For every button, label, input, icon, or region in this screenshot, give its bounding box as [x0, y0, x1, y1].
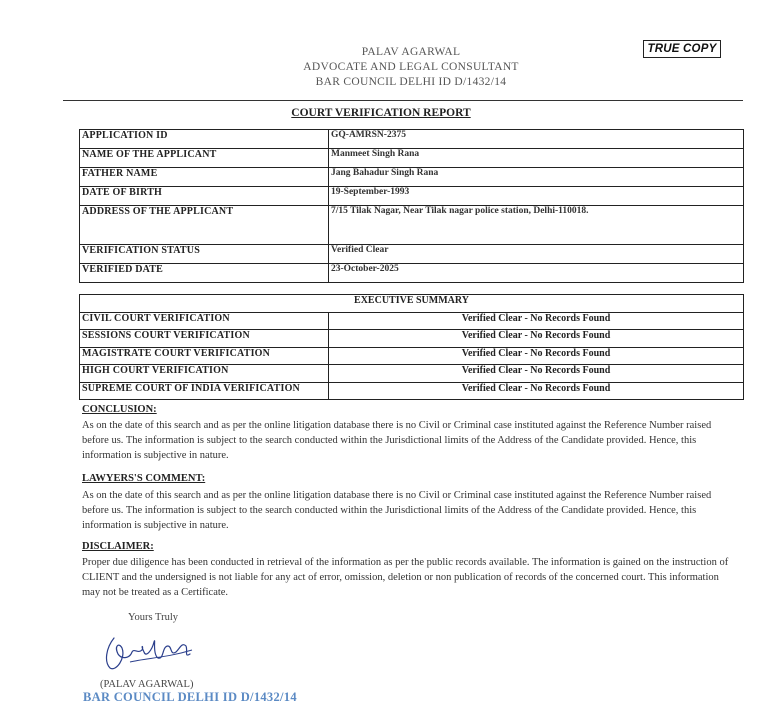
- conclusion-text: As on the date of this search and as per the online litigation database there is no Civil or Criminal case instituted against the Reference Number raised before us. The information is subject to the search conducted within the Jurisdictional limits of the Address of the Candidate provided. Hence, this information is subjective in nature.: [82, 420, 712, 461]
- table-row: [80, 312, 744, 330]
- summary-label: SUPREME COURT OF INDIA VERIFICATION: [80, 382, 329, 400]
- summary-label: SESSIONS COURT VERIFICATION: [80, 330, 329, 348]
- table-row: [80, 130, 744, 149]
- summary-value: Verified Clear - No Records Found: [329, 330, 744, 348]
- detail-label: DATE OF BIRTH: [80, 187, 329, 206]
- detail-value: Jang Bahadur Singh Rana: [329, 168, 744, 187]
- detail-label: APPLICATION ID: [80, 130, 329, 149]
- applicant-details-table: [79, 129, 744, 283]
- summary-value: Verified Clear - No Records Found: [329, 365, 744, 383]
- disclaimer-heading: DISCLAIMER:: [82, 541, 154, 552]
- table-row: [80, 149, 744, 168]
- table-row: [80, 187, 744, 206]
- report-title: COURT VERIFICATION REPORT: [291, 107, 471, 119]
- detail-label: VERIFIED DATE: [80, 264, 329, 283]
- summary-label: CIVIL COURT VERIFICATION: [80, 312, 329, 330]
- detail-label: NAME OF THE APPLICANT: [80, 149, 329, 168]
- letterhead-name: PALAV AGARWAL: [361, 46, 461, 58]
- detail-label: ADDRESS OF THE APPLICANT: [80, 206, 329, 245]
- detail-value: 23-October-2025: [329, 264, 744, 283]
- table-row: [80, 206, 744, 245]
- lawyers-comment-text: As on the date of this search and as per the online litigation database there is no Civil or Criminal case instituted against the Reference Number raised before us. The information is subject to the search conducted within the Jurisdictional limits of the Address of the Candidate provided. Hence, this information is subjective in nature.: [82, 490, 712, 531]
- executive-summary-table: [79, 294, 744, 400]
- detail-value: 19-September-1993: [329, 187, 744, 206]
- conclusion-heading: CONCLUSION:: [82, 404, 157, 415]
- detail-label: FATHER NAME: [80, 168, 329, 187]
- signatory-name: (PALAV AGARWAL): [100, 679, 194, 690]
- letterhead-designation: ADVOCATE AND LEGAL CONSULTANT: [303, 61, 519, 73]
- closing-salutation: Yours Truly: [128, 612, 179, 623]
- table-row: [80, 330, 744, 348]
- table-header-row: [80, 295, 744, 313]
- table-row: [80, 168, 744, 187]
- handwritten-signature: [100, 628, 200, 678]
- table-row: [80, 245, 744, 264]
- summary-label: HIGH COURT VERIFICATION: [80, 365, 329, 383]
- disclaimer-text: Proper due diligence has been conducted in retrieval of the information as per the public records available. The information is gained on the instruction of CLIENT and the undersigned is not liable for any act of error, omission, deletion or non publication of records of the concerned court. This information may not be treated as a Certificate.: [82, 557, 729, 598]
- true-copy-stamp: TRUE COPY: [643, 40, 721, 58]
- summary-value: Verified Clear - No Records Found: [329, 347, 744, 365]
- detail-label: VERIFICATION STATUS: [80, 245, 329, 264]
- table-row: [80, 382, 744, 400]
- executive-summary-title: EXECUTIVE SUMMARY: [80, 295, 744, 313]
- signatory-bar-id: BAR COUNCIL DELHI ID D/1432/14: [83, 690, 297, 704]
- table-row: [80, 347, 744, 365]
- detail-value: Verified Clear: [329, 245, 744, 264]
- table-row: [80, 365, 744, 383]
- header-divider: [63, 100, 743, 101]
- lawyers-comment-heading: LAWYERS'S COMMENT:: [82, 473, 206, 484]
- table-row: [80, 264, 744, 283]
- detail-value: Manmeet Singh Rana: [329, 149, 744, 168]
- summary-value: Verified Clear - No Records Found: [329, 382, 744, 400]
- summary-label: MAGISTRATE COURT VERIFICATION: [80, 347, 329, 365]
- detail-value: 7/15 Tilak Nagar, Near Tilak nagar police station, Delhi-110018.: [329, 206, 744, 245]
- summary-value: Verified Clear - No Records Found: [329, 312, 744, 330]
- detail-value: GQ-AMRSN-2375: [329, 130, 744, 149]
- letterhead-bar-id: BAR COUNCIL DELHI ID D/1432/14: [315, 76, 507, 88]
